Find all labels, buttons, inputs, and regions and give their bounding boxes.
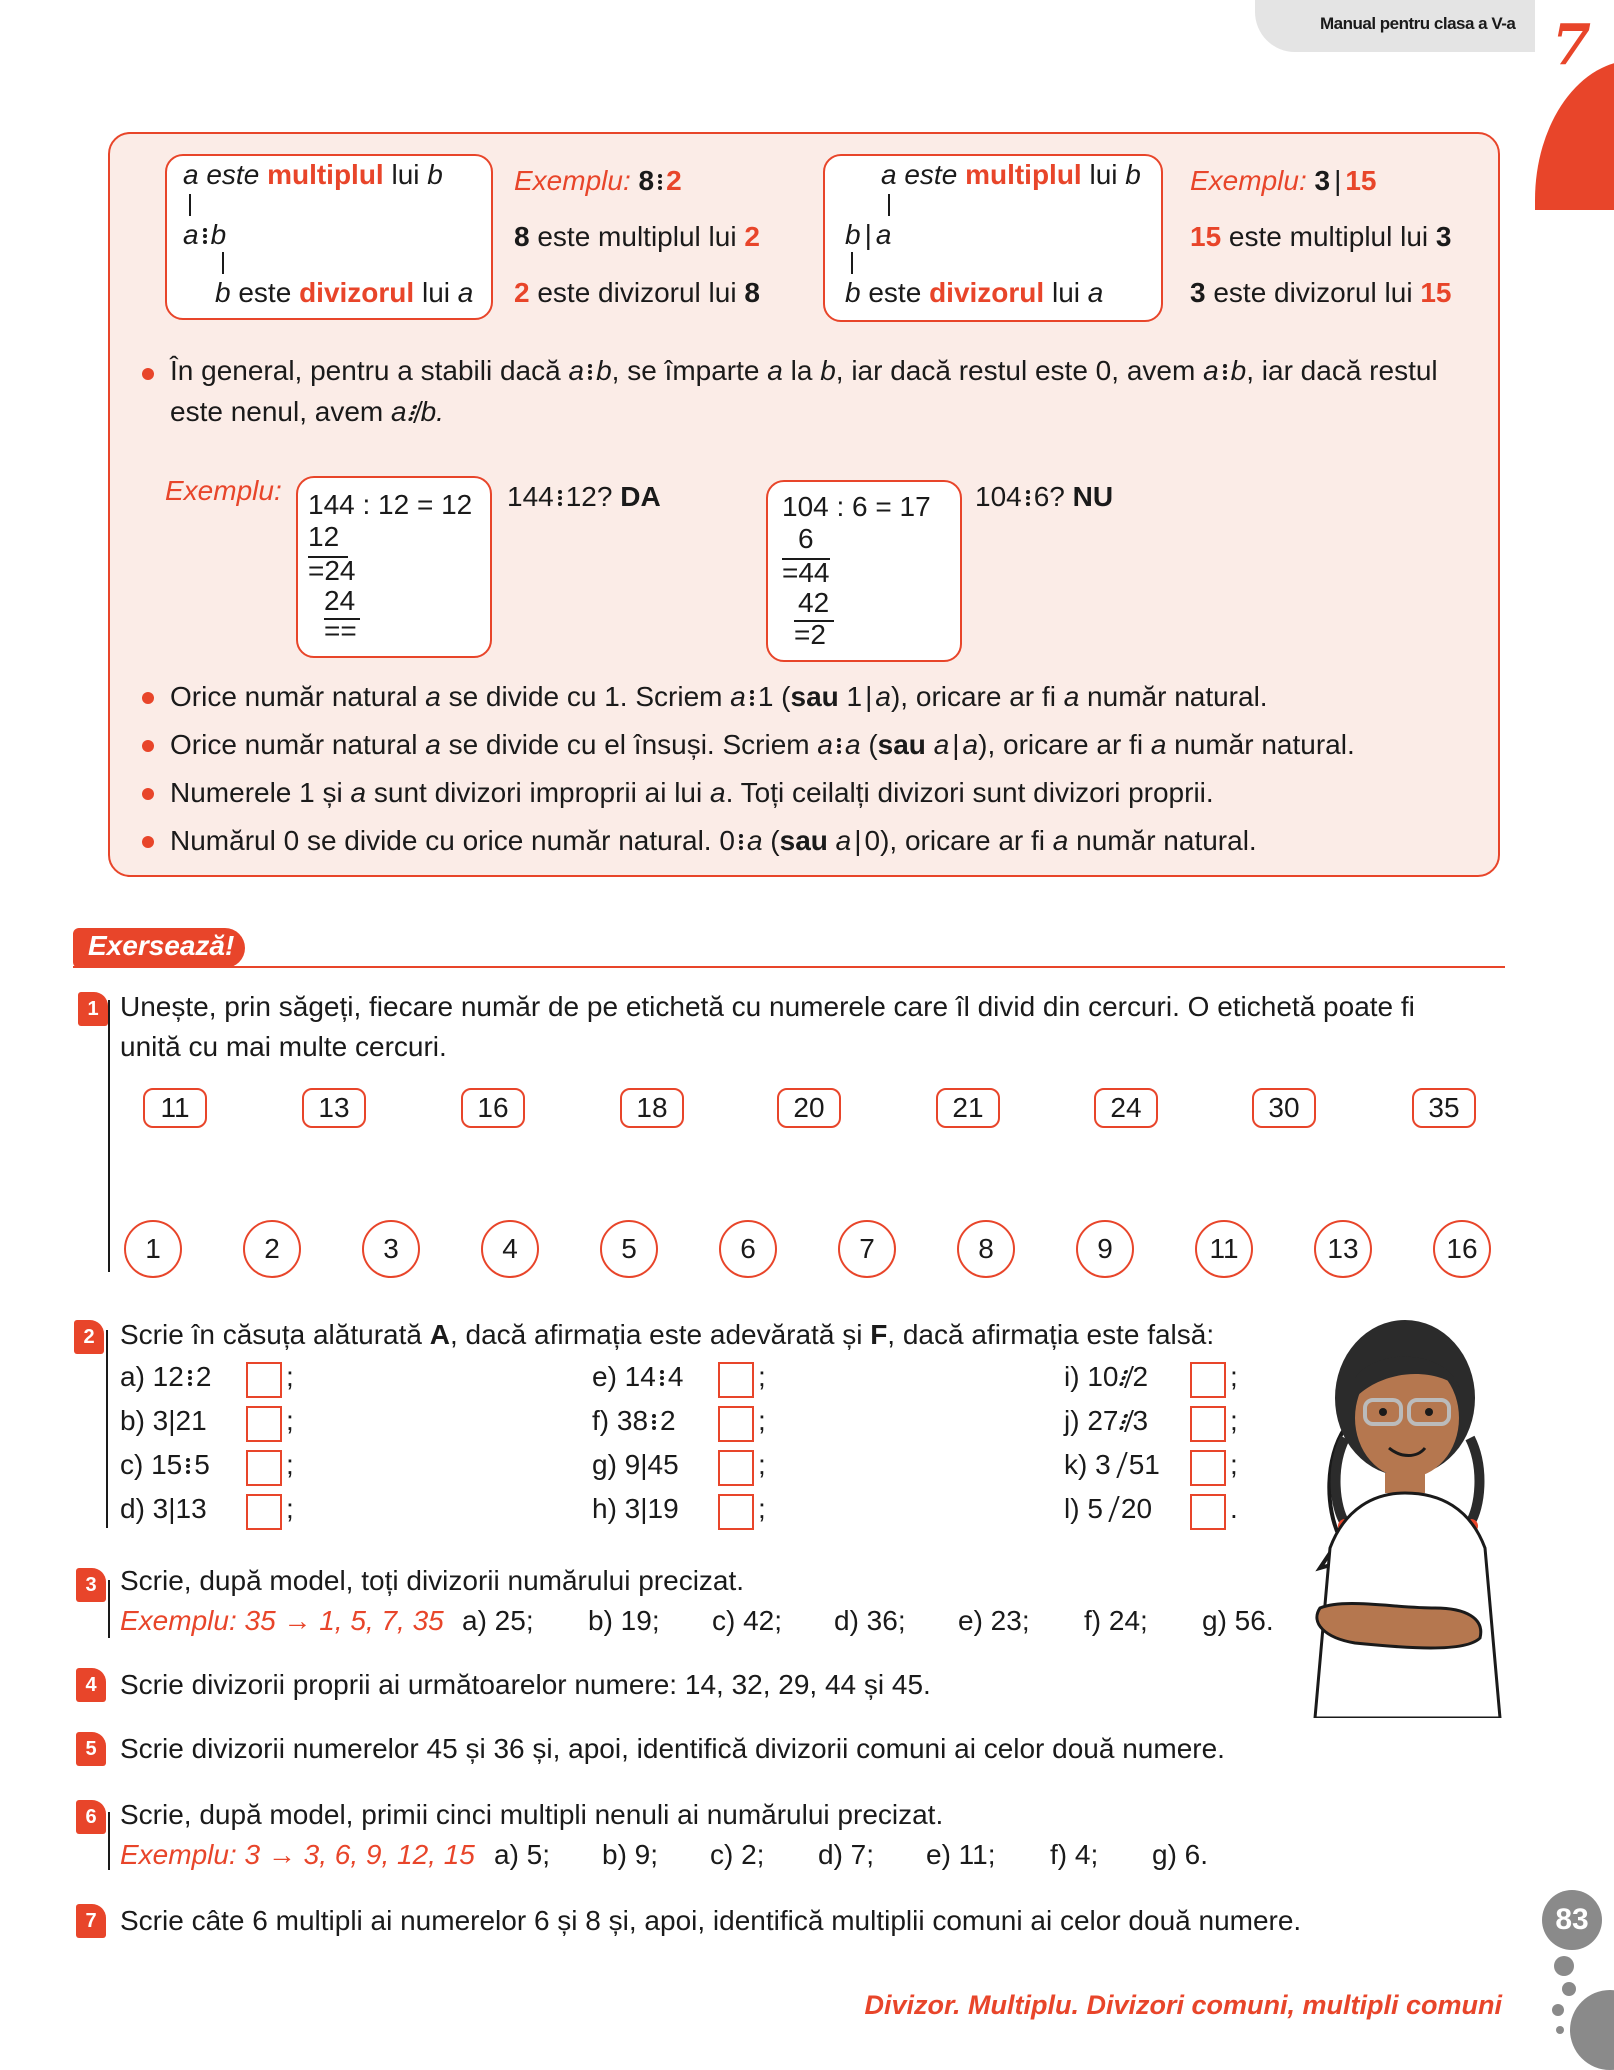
decor-dot <box>1556 2026 1564 2034</box>
exercise-number: 6 <box>76 1800 106 1834</box>
number-tag[interactable]: 18 <box>620 1088 684 1128</box>
division-1-row1: 12 <box>308 521 340 552</box>
divisible-symbol <box>748 686 756 708</box>
number-tag[interactable]: 11 <box>143 1088 207 1128</box>
divisible-symbol <box>1221 360 1229 382</box>
divisor-circle[interactable]: 16 <box>1433 1220 1491 1278</box>
exercise-6-example: Exemplu: 3 → 3, 6, 9, 12, 15 <box>120 1839 475 1870</box>
box2-line3-mid: este <box>860 277 930 308</box>
var-b: b <box>1230 355 1247 386</box>
statement-label: a) 12 <box>120 1361 184 1392</box>
exercise-bar <box>108 1580 110 1638</box>
true-false-statement <box>120 1404 207 1438</box>
division-box-2 <box>766 480 962 662</box>
box1-line3-mid: este <box>230 277 300 308</box>
statement-punctuation: ; <box>758 1405 766 1436</box>
ex1-line3-b: 8 <box>744 277 760 308</box>
ex2-line3-b: 15 <box>1420 277 1452 308</box>
exercise-3-example: Exemplu: 35 → 1, 5, 7, 35 <box>120 1605 444 1636</box>
true-false-statement <box>1064 1404 1148 1438</box>
box1-line2-a: a <box>183 219 199 250</box>
statement-punctuation: ; <box>286 1361 294 1392</box>
exercise-6-item: a) 5; <box>494 1839 551 1870</box>
bullet-icon <box>142 368 154 380</box>
statement-label: b) 3|21 <box>120 1405 207 1436</box>
number-tag[interactable]: 24 <box>1094 1088 1158 1128</box>
var-a: a <box>425 681 441 712</box>
statement-divisor: 2 <box>195 1361 212 1392</box>
exercise-3-item: c) 42; <box>712 1605 783 1636</box>
example-1-header <box>514 164 682 198</box>
statement-divisor: 5 <box>194 1449 210 1480</box>
rule-text: ( <box>762 825 780 856</box>
exercise-6-item: g) 6. <box>1152 1839 1209 1870</box>
var-a: a <box>730 681 746 712</box>
divisor-circle[interactable]: 1 <box>124 1220 182 1278</box>
statement-punctuation: ; <box>286 1449 294 1480</box>
divisor-circle[interactable]: 2 <box>243 1220 301 1278</box>
box2-line2-sep: | <box>864 219 872 250</box>
statement-label: l) 5 <box>1064 1493 1103 1524</box>
var-a: a <box>568 355 585 386</box>
statement-label: d) 3|13 <box>120 1493 207 1524</box>
box1-keyword-multiplul: multiplul <box>267 159 384 190</box>
definition-box-1 <box>165 154 493 320</box>
statement-divisor: 2 <box>1132 1361 1149 1392</box>
var-a: a <box>709 777 726 808</box>
divisible-symbol <box>186 1366 194 1388</box>
divisor-circle[interactable]: 8 <box>957 1220 1015 1278</box>
exercise-7-text: Scrie câte 6 multipli ai numerelor 6 și 8 și, apoi, identifică multiplii comuni ai celor două numere. <box>120 1905 1302 1936</box>
divisor-circle[interactable]: 11 <box>1195 1220 1253 1278</box>
box1-line3-b: b <box>215 277 231 308</box>
exercise-3-item: g) 56. <box>1202 1605 1274 1636</box>
statement-punctuation: ; <box>758 1449 766 1480</box>
division-1-row4: == <box>324 615 357 646</box>
statement-punctuation: ; <box>1230 1361 1238 1392</box>
var-a: a <box>827 825 852 856</box>
true-false-statement <box>1064 1360 1148 1394</box>
general-text: este nenul, avem <box>170 396 392 427</box>
exercise-2-text <box>120 1318 1214 1352</box>
number-tag[interactable]: 30 <box>1252 1088 1316 1128</box>
divides-bar: | <box>952 729 960 760</box>
exercise-6-text: Scrie, după model, primii cinci multipli nenuli ai numărului precizat. <box>120 1799 944 1830</box>
example-1-a: 8 <box>638 165 655 196</box>
rule-text: număr natural. <box>1166 729 1355 760</box>
q-divisor: 6? <box>1033 481 1073 512</box>
exercise-number: 5 <box>76 1732 106 1766</box>
statement-punctuation: ; <box>758 1493 766 1524</box>
keyword-sau: sau <box>877 729 926 760</box>
var-a: a <box>933 729 950 760</box>
box1-line1-mid: lui <box>383 159 428 190</box>
girl-illustration <box>1285 1308 1515 1718</box>
statement-punctuation: ; <box>758 1361 766 1392</box>
division-2-question <box>975 480 1113 514</box>
box1-line3-post: lui <box>414 277 458 308</box>
decor-dot <box>1552 2004 1564 2016</box>
example-2-a: 3 <box>1314 165 1331 196</box>
statement-label: h) 3|19 <box>592 1493 679 1524</box>
number-tag[interactable]: 20 <box>777 1088 841 1128</box>
true-false-statement <box>120 1360 211 1394</box>
box2-line1-mid: lui <box>1081 159 1126 190</box>
rule-text: . Toți ceilalți divizori sunt divizori proprii. <box>725 777 1214 808</box>
division-box-1 <box>296 476 492 658</box>
ex2-line2-num: 15 <box>1190 221 1222 252</box>
var-a: a <box>1150 729 1167 760</box>
rule-text: sunt divizori improprii ai lui <box>366 777 710 808</box>
rule-text: 1 <box>838 681 863 712</box>
statement-label: f) 38 <box>592 1405 649 1436</box>
true-false-statement <box>592 1492 679 1526</box>
corner-decoration <box>1570 1990 1614 2070</box>
general-text: În general, pentru a stabili dacă <box>170 355 569 386</box>
rule-text: 1 ( <box>757 681 791 712</box>
exercise-3-item: b) 19; <box>588 1605 660 1636</box>
box2-line1-b: b <box>1125 159 1141 190</box>
divisor-circle[interactable]: 6 <box>719 1220 777 1278</box>
exercise-3-text: Scrie, după model, toți divizorii numărului precizat. <box>120 1565 745 1596</box>
var-a: a <box>1052 825 1069 856</box>
division-2-row2: =44 <box>782 557 830 588</box>
exercise-1-text <box>120 990 1520 1064</box>
divisor-circle[interactable]: 13 <box>1314 1220 1372 1278</box>
box1-line1-pre: a este <box>183 159 268 190</box>
answer-box[interactable] <box>718 1494 754 1530</box>
example-2-line2 <box>1190 220 1452 254</box>
exercise-number: 4 <box>76 1668 106 1702</box>
answer-box[interactable] <box>718 1450 754 1486</box>
division-1-question <box>507 480 661 514</box>
box2-line2-b: b <box>845 219 861 250</box>
ex2-line3-num: 3 <box>1190 277 1206 308</box>
statement-divisor: 51 <box>1128 1449 1160 1480</box>
ex1-line3-num: 2 <box>514 277 530 308</box>
box1-line3-a: a <box>457 277 474 308</box>
decor-dot <box>1554 1956 1574 1976</box>
rule-text: Numărul 0 se divide cu orice număr natural. 0 <box>170 825 735 856</box>
exercise-6-item: c) 2; <box>710 1839 765 1870</box>
exercise-3-item: a) 25; <box>462 1605 534 1636</box>
ex1-line2-text: este multiplul lui <box>529 221 745 252</box>
statement-divisor: 3 <box>1132 1405 1149 1436</box>
footer-title: Divizor. Multiplu. Divizori comuni, multipli comuni <box>864 1990 1502 2020</box>
division-1-equation: 144 : 12 = 12 <box>308 489 473 520</box>
general-text: , se împarte <box>611 355 768 386</box>
exercise-6-item: b) 9; <box>602 1839 659 1870</box>
example-1-b: 2 <box>666 165 682 196</box>
exercise-4-text: Scrie divizorii proprii ai următoarelor numere: 14, 32, 29, 44 și 45. <box>120 1669 931 1700</box>
rule-text: număr natural. <box>1079 681 1268 712</box>
divisor-circle[interactable]: 9 <box>1076 1220 1134 1278</box>
exercise-3-item: e) 23; <box>958 1605 1030 1636</box>
answer-box[interactable] <box>718 1406 754 1442</box>
ex2-line2-text: este multiplul lui <box>1221 221 1436 252</box>
example-label: Exemplu: <box>165 475 282 506</box>
statement-label: e) 14 <box>592 1361 656 1392</box>
answer-box[interactable] <box>246 1450 282 1486</box>
bullet-icon <box>142 692 154 704</box>
exercise-number: 1 <box>78 992 108 1026</box>
rule-text: Numerele 1 și <box>170 777 351 808</box>
divisor-circle[interactable]: 5 <box>600 1220 658 1278</box>
definition-box-2 <box>823 154 1163 322</box>
statement-divisor: 4 <box>667 1361 684 1392</box>
box2-line1-pre: a este <box>881 159 966 190</box>
exercise-3-item: d) 36; <box>834 1605 906 1636</box>
number-tag[interactable]: 16 <box>461 1088 525 1128</box>
division-1-row2: =24 <box>308 555 356 586</box>
rule-text: Orice număr natural <box>170 729 426 760</box>
ex1-line2-b: 2 <box>744 221 760 252</box>
var-a: a <box>1063 681 1080 712</box>
exercise-3-item: f) 24; <box>1084 1605 1148 1636</box>
true-false-statement <box>592 1404 676 1438</box>
ex1-line2-num: 8 <box>514 221 530 252</box>
keyword-sau: sau <box>779 825 828 856</box>
rule-text: ), oricare ar fi <box>890 681 1064 712</box>
divisible-symbol <box>586 360 594 382</box>
chapter-number: 7 <box>1552 12 1591 78</box>
var-b: b. <box>420 396 444 427</box>
example-label: Exemplu: <box>1190 165 1307 196</box>
box2-line3-a: a <box>1087 277 1104 308</box>
var-a: a <box>425 729 441 760</box>
ex2-line3-text: este divizorul lui <box>1205 277 1421 308</box>
division-2-row3: 42 <box>798 587 830 618</box>
number-tag[interactable]: 21 <box>936 1088 1000 1128</box>
var-a: a <box>1203 355 1219 386</box>
statement-label: k) 3 <box>1064 1449 1111 1480</box>
answer-da: DA <box>620 481 661 512</box>
ex2-text: Scrie în căsuța alăturată <box>120 1319 430 1350</box>
rule-text: ), oricare ar fi <box>978 729 1151 760</box>
example-2-header <box>1190 164 1377 198</box>
answer-nu: NU <box>1072 481 1114 512</box>
var-a: a <box>844 729 861 760</box>
statement-punctuation: . <box>1230 1493 1238 1524</box>
exercise-title: Exersează! <box>88 930 235 961</box>
not-divides-symbol <box>1112 1452 1127 1478</box>
divisible-symbol <box>201 224 209 246</box>
number-tag[interactable]: 35 <box>1412 1088 1476 1128</box>
general-text: , iar dacă restul este 0, avem <box>835 355 1204 386</box>
rule-text: se divide cu 1. Scriem <box>440 681 731 712</box>
ex2-letter-f: F <box>870 1319 888 1350</box>
statement-punctuation: ; <box>1230 1449 1238 1480</box>
exercise-number: 2 <box>74 1320 104 1354</box>
divisible-symbol <box>835 734 843 756</box>
q-number: 104 <box>975 481 1022 512</box>
exercise-1-text-line1: Unește, prin săgeți, fiecare număr de pe etichetă cu numerele care îl divid din cercuri. O etichetă poate fi <box>120 991 1415 1022</box>
divisible-symbol <box>184 1454 192 1476</box>
example-2-b: 15 <box>1345 165 1377 196</box>
rule-improper-divisors <box>170 776 1214 810</box>
divisible-symbol <box>658 1366 666 1388</box>
exercise-6-item: e) 11; <box>926 1839 996 1870</box>
true-false-statement <box>592 1448 679 1482</box>
rule-text: 0), oricare ar fi <box>864 825 1053 856</box>
exercise-bar <box>108 1812 110 1870</box>
example-1-line2 <box>514 220 760 254</box>
var-a: a <box>817 729 833 760</box>
example-2-sep: | <box>1334 165 1342 196</box>
page-number: 83 <box>1542 1890 1602 1950</box>
box2-keyword-multiplul: multiplul <box>965 159 1082 190</box>
statement-divisor: 2 <box>660 1405 676 1436</box>
var-a: a <box>391 396 407 427</box>
example-1-line3 <box>514 276 760 310</box>
var-a: a <box>767 355 783 386</box>
not-divides-symbol <box>1104 1496 1119 1522</box>
answer-box[interactable] <box>718 1362 754 1398</box>
var-a: a <box>350 777 367 808</box>
divisible-symbol <box>1024 486 1032 508</box>
statement-label: j) 27 <box>1064 1405 1119 1436</box>
divisor-circle[interactable]: 4 <box>481 1220 539 1278</box>
true-false-statement <box>592 1360 683 1394</box>
var-a: a <box>962 729 979 760</box>
bullet-icon <box>142 836 154 848</box>
answer-box[interactable] <box>1190 1362 1226 1398</box>
rule-divisible-by-itself: Orice număr natural a se divide cu el însuși. Scriem a a (sau a | a), oricare ar fi a număr natural. <box>170 729 1355 760</box>
exercise-1-text-line2: unită cu mai multe cercuri. <box>120 1031 447 1062</box>
box2-line3-post: lui <box>1044 277 1088 308</box>
exercise-bar <box>108 1000 110 1272</box>
statement-divisor: 20 <box>1120 1493 1153 1524</box>
true-false-statement <box>120 1492 207 1526</box>
box2-keyword-divizorul: divizorul <box>929 277 1045 308</box>
box1-keyword-divizorul: divizorul <box>299 277 415 308</box>
divisible-symbol <box>556 486 564 508</box>
manual-title: Manual pentru clasa a V-a <box>1320 14 1516 33</box>
division-2-row4: =2 <box>794 619 826 650</box>
divisor-circle[interactable]: 7 <box>838 1220 896 1278</box>
q-number: 144 <box>507 481 554 512</box>
divisible-symbol <box>656 170 664 192</box>
ex2-text: , dacă afirmația este falsă: <box>887 1319 1215 1350</box>
exercise-number: 3 <box>76 1568 106 1602</box>
answer-box[interactable] <box>1190 1450 1226 1486</box>
exercise-6-item: f) 4; <box>1050 1839 1099 1870</box>
true-false-statement <box>1064 1492 1152 1526</box>
var-a: a <box>746 825 763 856</box>
statement-label: i) 10 <box>1064 1361 1119 1392</box>
bullet-icon <box>142 788 154 800</box>
rule-text: se divide cu el însuși. Scriem <box>440 729 818 760</box>
answer-box[interactable] <box>246 1362 282 1398</box>
exercise-5-text: Scrie divizorii numerelor 45 și 36 și, apoi, identifică divizorii comuni ai celor două numere. <box>120 1733 1225 1764</box>
division-2-equation: 104 : 6 = 17 <box>782 491 931 522</box>
rule-text: Orice număr natural <box>170 681 426 712</box>
ex2-letter-a: A <box>429 1319 450 1350</box>
box1-line2-b: b <box>210 219 227 250</box>
statement-label: c) 15 <box>120 1449 183 1480</box>
box2-line2-a: a <box>875 219 892 250</box>
answer-box[interactable] <box>1190 1406 1226 1442</box>
true-false-statement <box>1064 1448 1160 1482</box>
rule-text: număr natural. <box>1068 825 1257 856</box>
var-a: a <box>875 681 891 712</box>
rule-zero-divisible <box>170 824 1257 858</box>
example-label: Exemplu: <box>514 165 631 196</box>
exercise-bar <box>106 1330 108 1528</box>
box1-line1-b: b <box>427 159 443 190</box>
statement-punctuation: ; <box>286 1493 294 1524</box>
statement-punctuation: ; <box>1230 1405 1238 1436</box>
division-1-row3: 24 <box>324 585 356 616</box>
ex2-text: , dacă afirmația este adevărată și <box>449 1319 871 1350</box>
answer-box[interactable] <box>246 1406 282 1442</box>
ex1-line3-text: este divizorul lui <box>529 277 745 308</box>
bullet-icon <box>142 740 154 752</box>
divisible-symbol <box>737 830 745 852</box>
general-text: , iar dacă restul <box>1246 355 1438 386</box>
statement-punctuation: ; <box>286 1405 294 1436</box>
var-b: b <box>820 355 836 386</box>
number-tag[interactable]: 13 <box>302 1088 366 1128</box>
var-b: b <box>596 355 612 386</box>
exercise-divider <box>73 966 1505 968</box>
divides-bar: | <box>854 825 862 856</box>
true-false-statement <box>120 1448 210 1482</box>
q-divisor: 12? <box>565 481 621 512</box>
exercise-number: 7 <box>76 1904 106 1938</box>
keyword-sau: sau <box>790 681 839 712</box>
answer-box[interactable] <box>246 1494 282 1530</box>
divisible-symbol <box>650 1410 658 1432</box>
general-rule <box>170 354 1490 436</box>
decor-dot <box>1562 1982 1576 1996</box>
answer-box[interactable] <box>1190 1494 1226 1530</box>
general-text: la <box>782 355 821 386</box>
statement-label: g) 9|45 <box>592 1449 679 1480</box>
ex2-line2-b: 3 <box>1435 221 1452 252</box>
divisor-circle[interactable]: 3 <box>362 1220 420 1278</box>
divides-bar: | <box>865 681 873 712</box>
example-2-line3 <box>1190 276 1452 310</box>
exercise-6-item: d) 7; <box>818 1839 875 1870</box>
box2-line3-b: b <box>845 277 861 308</box>
rule-divisible-by-1 <box>170 680 1268 714</box>
division-2-row1: 6 <box>798 523 814 554</box>
